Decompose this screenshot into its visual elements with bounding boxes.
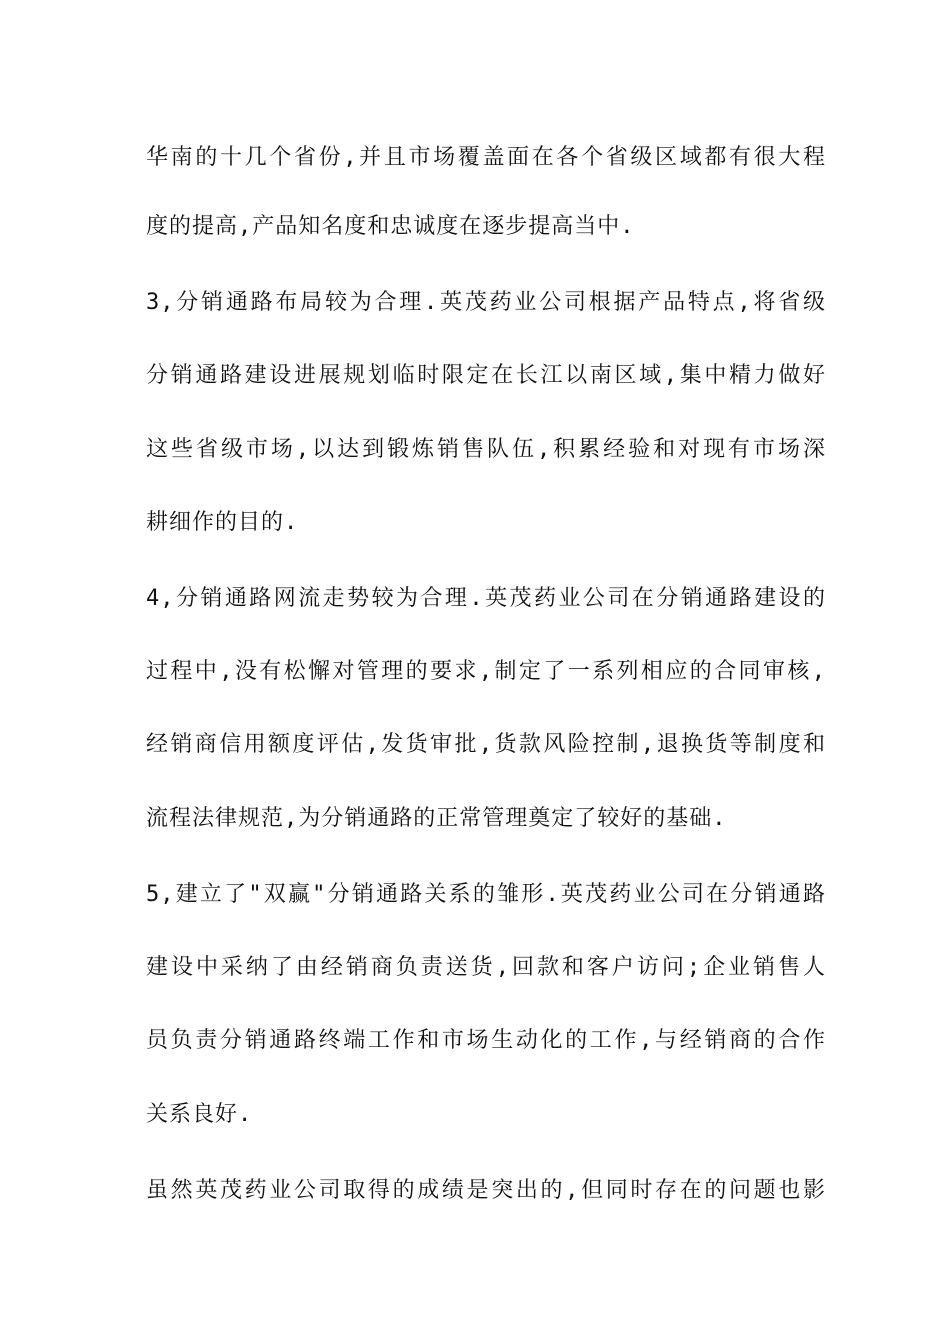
text-line-8: 过程中,没有松懈对管理的要求,制定了一系列相应的合同审核,	[146, 659, 826, 684]
text-line-3: 3,分销通路布局较为合理.英茂药业公司根据产品特点,将省级	[146, 290, 826, 315]
text-line-11: 5,建立了"双赢"分销通路关系的雏形.英茂药业公司在分销通路	[146, 882, 826, 907]
text-line-5: 这些省级市场,以达到锻炼销售队伍,积累经验和对现有市场深	[146, 437, 826, 462]
text-line-6: 耕细作的目的.	[146, 510, 299, 535]
text-line-9: 经销商信用额度评估,发货审批,货款风险控制,退换货等制度和	[146, 732, 826, 757]
text-line-4: 分销通路建设进展规划临时限定在长江以南区域,集中精力做好	[146, 363, 826, 388]
text-line-2: 度的提高,产品知名度和忠诚度在逐步提高当中.	[146, 214, 635, 239]
text-line-14: 关系良好.	[146, 1102, 253, 1127]
text-line-12: 建设中采纳了由经销商负责送货,回款和客户访问;企业销售人	[146, 955, 826, 980]
text-line-7: 4,分销通路网流走势较为合理.英茂药业公司在分销通路建设的	[146, 586, 826, 611]
text-line-13: 员负责分销通路终端工作和市场生动化的工作,与经销商的合作	[146, 1028, 826, 1053]
text-line-10: 流程法律规范,为分销通路的正常管理奠定了较好的基础.	[146, 806, 727, 831]
text-line-1: 华南的十几个省份,并且市场覆盖面在各个省级区域都有很大程	[146, 145, 826, 170]
text-line-15: 虽然英茂药业公司取得的成绩是突出的,但同时存在的问题也影	[146, 1178, 826, 1203]
